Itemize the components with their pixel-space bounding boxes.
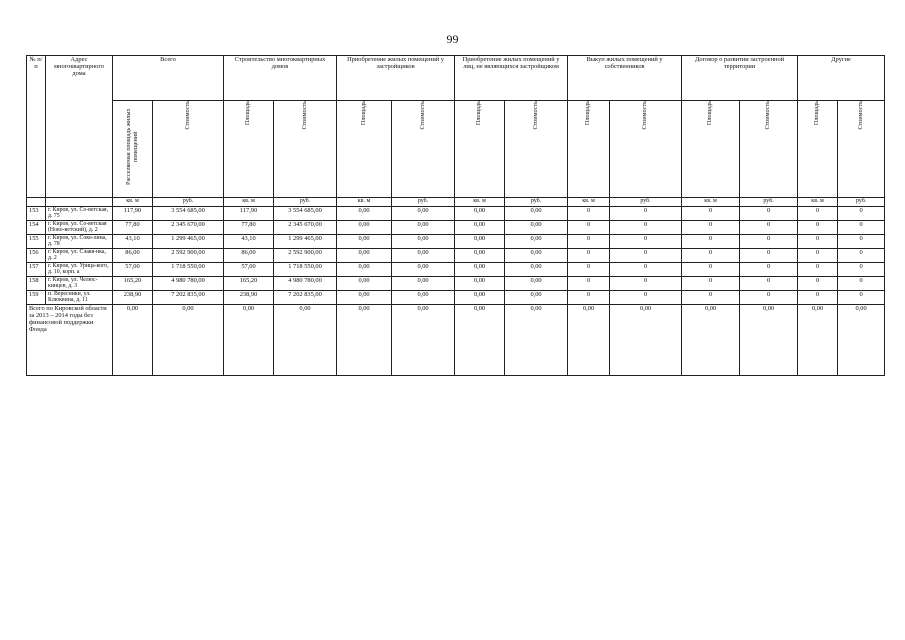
row-address: г. Киров, ул. Челюс-кинцев, д. 3: [46, 277, 113, 291]
subheader-area: Площадь: [568, 101, 610, 198]
row-value-cell: 2 592 900,00: [153, 249, 224, 263]
subheader-area: Площадь: [682, 101, 740, 198]
row-address: г. Киров, ул. Славя-нка, д. 2: [46, 249, 113, 263]
row-value-cell: 0: [740, 263, 798, 277]
total-value-cell: 0,00: [838, 305, 885, 376]
subheader-cost: Стоимость: [392, 101, 455, 198]
row-value-cell: 3 554 685,00: [274, 207, 337, 221]
total-value-cell: 0,00: [505, 305, 568, 376]
unit-cell: руб.: [610, 198, 682, 207]
unit-cell: руб.: [838, 198, 885, 207]
row-value-cell: 0: [798, 277, 838, 291]
row-value-cell: 0,00: [505, 291, 568, 305]
row-value-cell: 0: [798, 207, 838, 221]
row-value-cell: 0,00: [392, 249, 455, 263]
row-value-cell: 4 980 780,00: [153, 277, 224, 291]
row-value-cell: 0,00: [455, 263, 505, 277]
row-value-cell: 117,90: [113, 207, 153, 221]
row-value-cell: 0: [568, 291, 610, 305]
header-address: Адрес многоквартирного дома: [46, 56, 113, 198]
subheader-cost: Стоимость: [610, 101, 682, 198]
row-value-cell: 0,00: [455, 291, 505, 305]
table-row: [27, 291, 885, 305]
row-value-cell: 1 718 550,00: [274, 263, 337, 277]
row-value-cell: 43,10: [113, 235, 153, 249]
row-value-cell: 0: [798, 221, 838, 235]
total-value-cell: 0,00: [337, 305, 392, 376]
total-value-cell: 0,00: [455, 305, 505, 376]
row-value-cell: 0,00: [337, 207, 392, 221]
total-value-cell: 0,00: [153, 305, 224, 376]
row-value-cell: 0: [838, 207, 885, 221]
row-value-cell: 0: [568, 207, 610, 221]
total-row: [27, 305, 885, 376]
unit-cell: кв. м: [798, 198, 838, 207]
row-value-cell: 57,00: [224, 263, 274, 277]
row-value-cell: 3 554 685,00: [153, 207, 224, 221]
row-value-cell: 0,00: [505, 235, 568, 249]
subheader-cost: Стоимость: [740, 101, 798, 198]
row-value-cell: 0,00: [337, 221, 392, 235]
total-value-cell: 0,00: [740, 305, 798, 376]
row-value-cell: 238,90: [113, 291, 153, 305]
row-value-cell: 0: [740, 277, 798, 291]
header-group-row: [27, 56, 885, 101]
row-value-cell: 0: [838, 235, 885, 249]
row-number: 156: [27, 249, 46, 263]
row-value-cell: 0: [682, 221, 740, 235]
row-address: г. Киров, ул. Со-ветская, д. 75: [46, 207, 113, 221]
total-value-cell: 0,00: [682, 305, 740, 376]
subheader-cost: Стоимость: [838, 101, 885, 198]
total-value-cell: 0,00: [798, 305, 838, 376]
row-value-cell: 4 980 780,00: [274, 277, 337, 291]
header-group-purchase-developers: Приобретение жилых помещений у застройщиков: [337, 56, 455, 101]
unit-cell: руб.: [740, 198, 798, 207]
subheader-area: Площадь: [224, 101, 274, 198]
row-value-cell: 0: [682, 249, 740, 263]
row-value-cell: 0,00: [392, 221, 455, 235]
unit-cell: руб.: [153, 198, 224, 207]
row-value-cell: 0: [682, 207, 740, 221]
row-value-cell: 0: [740, 221, 798, 235]
row-value-cell: 0: [682, 277, 740, 291]
row-value-cell: 7 202 835,00: [153, 291, 224, 305]
row-value-cell: 57,00: [113, 263, 153, 277]
row-value-cell: 0,00: [337, 263, 392, 277]
subheader-cost: Стоимость: [274, 101, 337, 198]
row-value-cell: 0: [740, 291, 798, 305]
row-value-cell: 0,00: [455, 207, 505, 221]
row-number: 153: [27, 207, 46, 221]
row-number: 157: [27, 263, 46, 277]
row-value-cell: 0,00: [392, 277, 455, 291]
table-row: [27, 263, 885, 277]
row-value-cell: 77,80: [113, 221, 153, 235]
row-number: 158: [27, 277, 46, 291]
row-value-cell: 86,00: [113, 249, 153, 263]
row-value-cell: 0: [610, 207, 682, 221]
row-value-cell: 165,20: [224, 277, 274, 291]
row-value-cell: 0,00: [392, 291, 455, 305]
header-num: № п/п: [27, 56, 46, 198]
row-value-cell: 0: [568, 221, 610, 235]
total-value-cell: 0,00: [224, 305, 274, 376]
row-value-cell: 0: [798, 263, 838, 277]
row-value-cell: 0: [610, 235, 682, 249]
row-address: г. Киров, ул. Урица-кого, д. 10, корп. а: [46, 263, 113, 277]
header-group-construction: Строительство многоквартирных домов: [224, 56, 337, 101]
unit-cell: кв. м: [682, 198, 740, 207]
row-value-cell: 0: [740, 235, 798, 249]
total-value-cell: 0,00: [274, 305, 337, 376]
row-value-cell: 0,00: [337, 235, 392, 249]
subheader-area: Площадь: [798, 101, 838, 198]
table-row: [27, 207, 885, 221]
row-value-cell: 0: [682, 291, 740, 305]
row-value-cell: 0,00: [337, 291, 392, 305]
row-value-cell: 1 299 465,00: [153, 235, 224, 249]
table-row: [27, 235, 885, 249]
subheader-area: Площадь: [455, 101, 505, 198]
units-cell-address: [46, 198, 113, 207]
header-group-territory-contract: Договор о развитии застроенной территории: [682, 56, 798, 101]
row-value-cell: 2 345 670,00: [274, 221, 337, 235]
row-value-cell: 0: [838, 263, 885, 277]
unit-cell: руб.: [392, 198, 455, 207]
row-value-cell: 0,00: [505, 249, 568, 263]
row-number: 159: [27, 291, 46, 305]
row-value-cell: 0: [740, 207, 798, 221]
row-value-cell: 0,00: [337, 277, 392, 291]
row-value-cell: 0: [798, 249, 838, 263]
row-value-cell: 43,10: [224, 235, 274, 249]
row-value-cell: 0: [682, 235, 740, 249]
row-value-cell: 7 202 835,00: [274, 291, 337, 305]
unit-cell: кв. м: [337, 198, 392, 207]
subheader-resettled-area: Расселяемая площадь жилых помещений: [113, 101, 153, 198]
subheader-area: Площадь: [337, 101, 392, 198]
table-row: [27, 249, 885, 263]
row-value-cell: 0: [610, 291, 682, 305]
row-address: г. Киров, ул. Соко-лина, д. 78: [46, 235, 113, 249]
units-row: [27, 198, 885, 207]
row-value-cell: 0: [838, 291, 885, 305]
page-number: 99: [446, 32, 459, 46]
row-value-cell: 0: [568, 277, 610, 291]
subheader-cost: Стоимость: [153, 101, 224, 198]
subheader-cost: Стоимость: [505, 101, 568, 198]
row-value-cell: 0,00: [505, 221, 568, 235]
table-row: [27, 221, 885, 235]
row-value-cell: 1 299 465,00: [274, 235, 337, 249]
row-value-cell: 0,00: [505, 263, 568, 277]
row-value-cell: 0,00: [455, 249, 505, 263]
row-value-cell: 2 345 670,00: [153, 221, 224, 235]
row-address: п. Вересники, ул. Клюквина, д. 11: [46, 291, 113, 305]
row-value-cell: 0,00: [392, 207, 455, 221]
row-value-cell: 0: [838, 277, 885, 291]
row-value-cell: 0: [610, 263, 682, 277]
row-value-cell: 0: [610, 249, 682, 263]
row-value-cell: 86,00: [224, 249, 274, 263]
row-value-cell: 0: [838, 221, 885, 235]
total-value-cell: 0,00: [113, 305, 153, 376]
row-value-cell: 0: [568, 263, 610, 277]
row-value-cell: 0,00: [455, 221, 505, 235]
header-group-buyout: Выкуп жилых помещений у собственников: [568, 56, 682, 101]
row-value-cell: 0,00: [505, 277, 568, 291]
row-value-cell: 0: [568, 249, 610, 263]
row-value-cell: 117,90: [224, 207, 274, 221]
unit-cell: руб.: [505, 198, 568, 207]
row-number: 154: [27, 221, 46, 235]
total-value-cell: 0,00: [392, 305, 455, 376]
row-value-cell: 0: [740, 249, 798, 263]
row-value-cell: 0: [610, 277, 682, 291]
row-value-cell: 165,20: [113, 277, 153, 291]
row-value-cell: 238,90: [224, 291, 274, 305]
row-value-cell: 0: [682, 263, 740, 277]
header-group-total: Всего: [113, 56, 224, 101]
resettlement-table: [26, 55, 885, 376]
units-cell-num: [27, 198, 46, 207]
row-value-cell: 1 718 550,00: [153, 263, 224, 277]
row-value-cell: 0,00: [392, 235, 455, 249]
row-value-cell: 0,00: [455, 277, 505, 291]
row-value-cell: 0,00: [505, 207, 568, 221]
total-value-cell: 0,00: [568, 305, 610, 376]
row-value-cell: 0: [568, 235, 610, 249]
row-value-cell: 0: [798, 235, 838, 249]
row-value-cell: 0,00: [392, 263, 455, 277]
row-value-cell: 77,80: [224, 221, 274, 235]
row-value-cell: 0,00: [455, 235, 505, 249]
table-row: [27, 277, 885, 291]
unit-cell: кв. м: [113, 198, 153, 207]
unit-cell: кв. м: [568, 198, 610, 207]
row-number: 155: [27, 235, 46, 249]
row-value-cell: 0,00: [337, 249, 392, 263]
row-value-cell: 0: [798, 291, 838, 305]
header-group-purchase-non-developers: Приобретение жилых помещений у лиц, не являющихся застройщиком: [455, 56, 568, 101]
unit-cell: руб.: [274, 198, 337, 207]
unit-cell: кв. м: [224, 198, 274, 207]
unit-cell: кв. м: [455, 198, 505, 207]
header-subcolumn-row: [27, 101, 885, 198]
total-value-cell: 0,00: [610, 305, 682, 376]
row-address: г. Киров, ул. Со-ветская (Ново-ветский), д. 2: [46, 221, 113, 235]
row-value-cell: 0: [610, 221, 682, 235]
row-value-cell: 0: [838, 249, 885, 263]
row-value-cell: 2 592 900,00: [274, 249, 337, 263]
total-label: Всего по Кировской области за 2013 – 2014 годы без финансовой поддержки Фонда: [27, 305, 113, 376]
header-group-other: Другие: [798, 56, 885, 101]
